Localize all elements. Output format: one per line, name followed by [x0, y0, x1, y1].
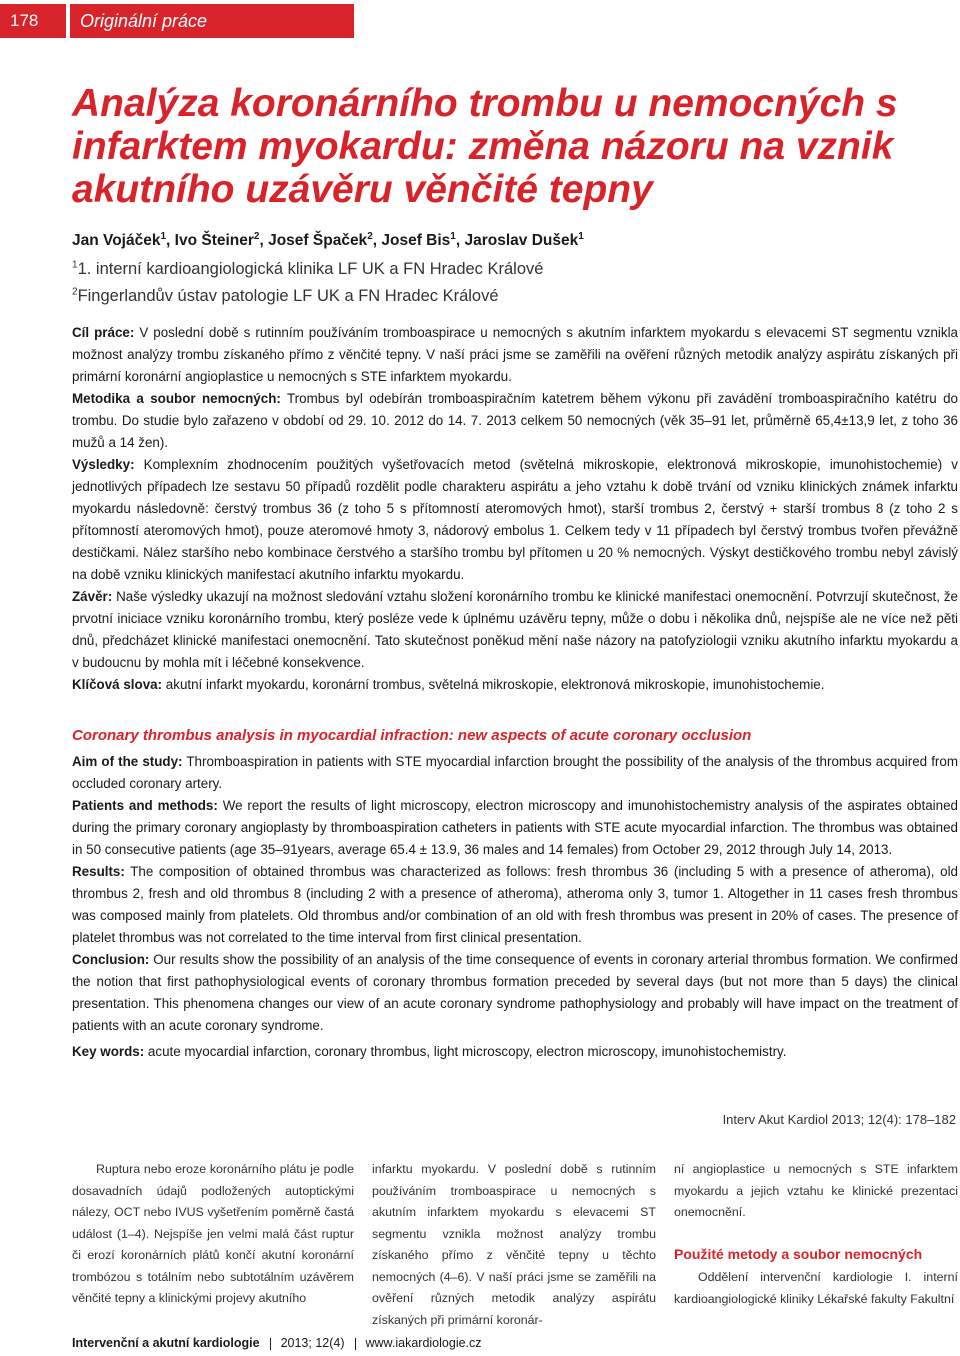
abstract-aim-en-text: Thromboaspiration in patients with STE myocardial infarction brought the possibility of the analysis of the thrombus acquired from occluded coronary artery.: [72, 754, 958, 791]
abstract-keywords-en: [72, 1041, 958, 1063]
abstract-keywords-text: akutní infarkt myokardu, koronární trombus, světelná mikroskopie, elektronová mikroskopie, imunohistochemie.: [165, 677, 825, 692]
abstract-results-label: Výsledky:: [72, 457, 135, 472]
section-label: Originální práce: [70, 4, 354, 38]
article-title: Analýza koronárního trombu u nemocných s infarktem myokardu: změna názoru na vznik akutního uzávěru věnčité tepny: [72, 82, 898, 211]
abstract-aim-en-label: Aim of the study:: [72, 754, 183, 769]
abstract-aim-en: [72, 751, 958, 795]
abstract-methods-en: [72, 795, 958, 861]
abstract-czech: [72, 322, 958, 696]
abstract-conclusion-en: [72, 949, 958, 1037]
citation: Interv Akut Kardiol 2013; 12(4): 178–182: [722, 1112, 956, 1127]
abstract-methods-text: Trombus byl odebírán tromboaspiračním katetrem během výkonu při zavádění tromboaspiračního katétru do trombu. Do studie bylo zařazeno v období od 29. 10. 2012 do 14. 7. 2013 celkem 50 nemocných (věk 35–91 let, průměrně 65,4±13,9 let, z toho 36 mužů a 14 žen).: [72, 391, 958, 450]
footer: [72, 1336, 482, 1350]
abstract-methods-en-label: Patients and methods:: [72, 798, 218, 813]
abstract-results-en-text: The composition of obtained thrombus was characterized as follows: fresh thrombus 36 (including 5 with a presence of atheroma), old thrombus 2, fresh and old thrombus 8 (including 2 with a presence of atheroma), atheroma only 3, tumor 1. Altogether in 11 cases fresh thrombus was composed mainly from platelets. Old thrombus and/or combination of an old with fresh thrombus was present in 20% of cases. The presence of platelet thrombus was not correlated to the time interval from first clinical presentation.: [72, 864, 958, 945]
author: Josef Bis: [381, 232, 451, 249]
footer-separator: [355, 1338, 356, 1350]
author-sup: 1: [450, 230, 456, 242]
abstract-conclusion-label: Závěr:: [72, 589, 113, 604]
author: Jan Vojáček: [72, 232, 161, 249]
body-column-3: [674, 1159, 958, 1310]
abstract-keywords-en-label: Key words:: [72, 1044, 145, 1059]
author-sup: 2: [253, 230, 260, 242]
body-column-2: [372, 1159, 656, 1331]
abstract-english: [72, 751, 958, 1063]
author: Jaroslav Dušek: [464, 232, 579, 249]
abstract-results-text: Komplexním zhodnocením použitých vyšetřovacích metod (světelná mikroskopie, elektronová mikroskopie, imunohistochemie) v jednotlivých případech lze sestavu 50 případů rozdělit podle charakteru aspirátu a jeho vztahu k době trvání od vzniku klinických známek infarktu myokardu následovně: čerstvý trombus 36 (z toho 5 s přítomností ateromových hmot), starší trombus 2, čerstvý + starší trombus 8 (z toho 2 s přítomností ateromových hmot), pouze ateromové hmoty 3, nádorový embolus 1. Celkem tedy v 11 případech byl čerstvý trombus tvořen převážně destičkami. Nález staršího nebo kombinace čerstvého a staršího trombu byl přítomen u 20 % nemocných. Výskyt destičkového trombu nebyl závislý na době vzniku klinických manifestací akutního infarktu myokardu.: [72, 457, 959, 582]
abstract-methods: [72, 388, 958, 454]
author-list: Jan Vojáček$^1$, Ivo Šteiner$^2$, Josef Špaček$^2$, Josef Bis$^1$, Jaroslav Dušek$^1$: [72, 230, 584, 249]
section-heading: Použité metody a soubor nemocných: [674, 1245, 923, 1262]
abstract-conclusion-text: Naše výsledky ukazují na možnost sledování vztahu složení koronárního trombu ke klinické manifestaci onemocnění. Potvrzují skutečnost, že prvotní iniciace vzniku koronárního trombu, který posléze vede k úplnému uzávěru tepny, může o dobu i několika dnů, nejspíše ale ne více než pěti dnů, předcházet klinické manifestaci onemocnění. Tato skutečnost poněkud mění naše názory na patofyziologii vzniku akutního infarktu myokardu a v budoucnu by mohla mít i léčebné konsekvence.: [72, 589, 958, 670]
affiliation: [72, 259, 543, 279]
page-number: 178: [0, 4, 66, 38]
footer-journal: Intervenční a akutní kardiologie: [72, 1336, 260, 1350]
body-paragraph: Ruptura nebo eroze koronárního plátu je podle dosavadních údajů podložených autoptickými nálezy, OCT nebo IVUS vyšetřením poměrně častá událost (1–4). Nejspíše jen velmi malá část ruptur či erozí koronárních plátů končí akutní koronární trombózou s totálním nebo subtotálním uzávěrem věnčité tepny a klinickými projevy akutního: [72, 1162, 354, 1305]
abstract-aim-label: Cíl práce:: [72, 325, 135, 340]
author-sup: 1: [578, 230, 584, 242]
footer-issue: 2013; 12(4): [280, 1336, 345, 1350]
author-sup: 2: [367, 230, 373, 242]
abstract-results-en-label: Results:: [72, 864, 125, 879]
abstract-keywords-label: Klíčová slova:: [72, 677, 163, 692]
footer-url[interactable]: www.iakardiologie.cz: [365, 1336, 482, 1350]
author: Josef Špaček: [268, 232, 368, 249]
abstract-methods-en-text: We report the results of light microscopy, electron microscopy and imunohistochemistry analysis of the aspirates obtained during the primary coronary angioplasty by thromboaspiration catheters in patients with STE acute myocardial infarction. The thrombus was obtained in 50 consecutive patients (age 35–91years, average 65.4 ± 13.9, 36 males and 14 females) from October 29, 2012 through July 14, 2013.: [72, 798, 958, 857]
body-paragraph: ní angioplastice u nemocných s STE infarktem myokardu a jejich vztahu ke klinické prezentaci onemocnění.: [674, 1162, 958, 1219]
abstract-keywords: [72, 674, 958, 696]
abstract-results: [72, 454, 958, 586]
abstract-methods-label: Metodika a soubor nemocných:: [72, 391, 281, 406]
abstract-results-en: [72, 861, 958, 949]
footer-separator: [270, 1338, 271, 1350]
body-paragraph: infarktu myokardu. V poslední době s rutinním používáním tromboaspirace u nemocných s akutním infarktem myokardu s elevacemi ST segmentu vznikla možnost analýzy trombu získaného přímo z věnčité tepny u těchto nemocných (4–6). V naší práci jsme se zaměřili na ověření různých metodik analýzy aspirátu získaných při primární koronár-: [372, 1162, 656, 1327]
affiliation: [72, 286, 499, 306]
affiliation-sup: 1: [72, 259, 78, 271]
affiliation-text: 1. interní kardioangiologická klinika LF UK a FN Hradec Králové: [77, 260, 544, 278]
abstract-aim: [72, 322, 958, 388]
author: Ivo Šteiner: [174, 232, 254, 249]
abstract-keywords-en-text: acute myocardial infarction, coronary thrombus, light microscopy, electron microscopy, imunohistochemistry.: [147, 1044, 787, 1059]
body-paragraph: Oddělení intervenční kardiologie I. interní kardioangiologické kliniky Lékařské fakulty Fakultní: [674, 1270, 958, 1306]
abstract-conclusion-en-text: Our results show the possibility of an analysis of the time consequence of events in coronary arterial thrombus formation. We confirmed the notion that first pathophysiological events of coronary thrombus formation preceded by several days (but not more than 5 days) the clinical presentation. This phenomena changes our view of an acute coronary syndrome pathophysiology and probably will have impact on the treatment of patients with an acute coronary syndrome.: [72, 952, 958, 1033]
abstract-conclusion-en-label: Conclusion:: [72, 952, 150, 967]
english-title: Coronary thrombus analysis in myocardial infraction: new aspects of acute coronary occlusion: [72, 727, 752, 744]
affiliation-text: Fingerlandův ústav patologie LF UK a FN Hradec Králové: [77, 287, 499, 305]
body-column-1: [72, 1159, 354, 1310]
abstract-conclusion: [72, 586, 958, 674]
affiliation-sup: 2: [72, 286, 78, 298]
abstract-aim-text: V poslední době s rutinním používáním tromboaspirace u nemocných s akutním infarktem myokardu s elevacemi ST segmentu vznikla možnost analýzy trombu získaného přímo z věnčité tepny. V naší práci jsme se zaměřili na ověření různých metodik analýzy aspirátu získaných při primární koronární angioplastice u nemocných s STE infarktem myokardu.: [72, 325, 958, 384]
author-sup: 1: [160, 230, 167, 242]
